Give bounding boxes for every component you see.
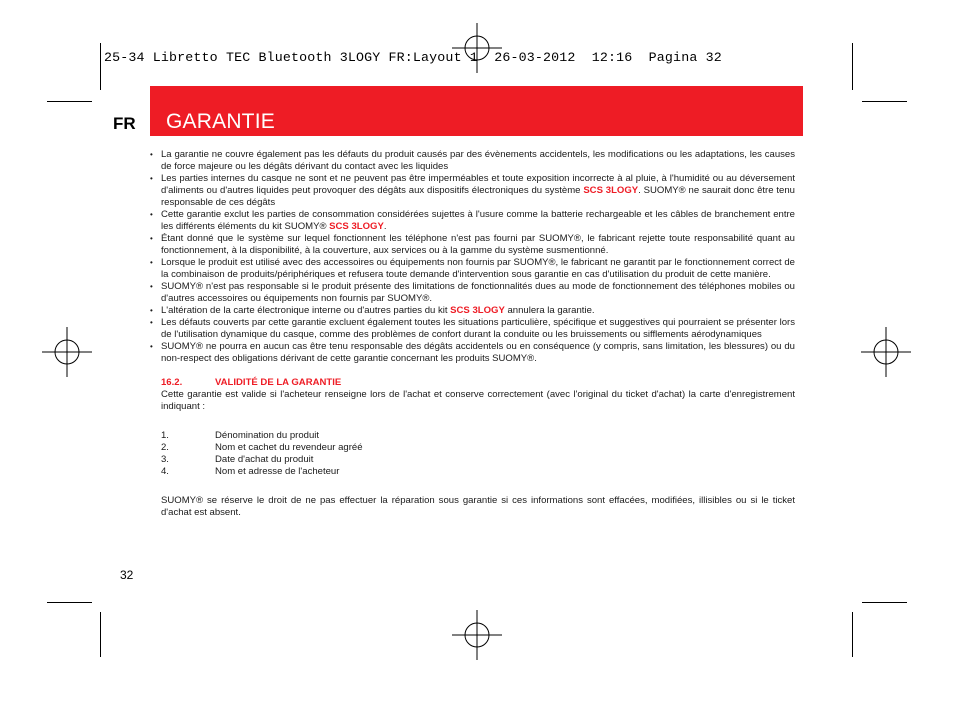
closing-paragraph: SUOMY® se réserve le droit de ne pas effectuer la réparation sous garantie si ces informations sont effacées, modifiées, illisibles ou si le ticket d'achat est absent. [161, 495, 795, 518]
crop-mark [852, 43, 853, 90]
crop-mark [862, 602, 907, 603]
language-code: FR [113, 114, 136, 133]
list-item [161, 466, 795, 478]
document-body [150, 149, 795, 519]
registration-mark-left [42, 327, 92, 377]
crop-mark [852, 612, 853, 657]
slug-line: 25-34 Libretto TEC Bluetooth 3LOGY FR:Layout 1 26-03-2012 12:16 Pagina 32 [104, 50, 722, 65]
section-number: 16.2. [161, 377, 183, 388]
bullet-list [150, 149, 795, 365]
product-name: SCS 3LOGY [329, 221, 384, 232]
list-item [161, 442, 795, 454]
section-heading [150, 377, 795, 389]
crop-mark [47, 602, 92, 603]
list-item-text: Nom et cachet du revendeur agréé [215, 442, 363, 453]
bullet-item [150, 209, 795, 233]
list-item-text: Date d'achat du produit [215, 454, 314, 465]
section-intro: Cette garantie est valide si l'acheteur renseigne lors de l'achat et conserve correctement (avec l'original du ticket d'achat) la carte d'enregistrement indiquant : [161, 389, 795, 412]
list-item-number: 2. [161, 442, 169, 453]
bullet-item [150, 233, 795, 257]
bullet-item [150, 149, 795, 173]
registration-mark-top [452, 23, 502, 73]
bullet-text: SUOMY® n'est pas responsable si le produit présente des limitations de fonctionnalités dues au mode de fonctionnement des téléphones mobiles ou d'autres accessoires ou équipements non fournis par SUOMY®. [161, 281, 795, 304]
bullet-text: . [383, 221, 387, 232]
bullet-text: Lorsque le produit est utilisé avec des accessoires ou équipements non fournis par SUOMY®, le fabricant ne garantit par le fonctionnement correct de la combinaison de produits/périphériques et refusera toute demande d'intervention sous garantie en cas d'utilisation du produit de cette manière. [161, 257, 795, 280]
bullet-text: Les défauts couverts par cette garantie excluent également toutes les situations particulière, spécifique et suggestives qui pourraient se présenter lors de l'utilisation dynamique du casque, comme des problèmes de confort durant la conduite ou les bruissements ou sifflements aérodynamiques [161, 317, 795, 340]
bullet-text: . SUOMY® ne saurait donc être tenu responsable de ces dégâts [161, 185, 795, 208]
crop-mark [100, 43, 101, 90]
list-item [161, 454, 795, 466]
crop-mark [47, 101, 92, 102]
product-name: SCS 3LOGY [583, 185, 639, 196]
list-item [161, 430, 795, 442]
list-item-text: Nom et adresse de l'acheteur [215, 466, 340, 477]
registration-mark-bottom [452, 610, 502, 660]
list-item-text: Dénomination du produit [215, 430, 320, 441]
bullet-item [150, 317, 795, 341]
bullet-item [150, 305, 795, 317]
registration-mark-right [861, 327, 911, 377]
section-title: VALIDITÉ DE LA GARANTIE [215, 377, 342, 388]
bullet-text: SUOMY® ne pourra en aucun cas être tenu responsable des dégâts accidentels ou en conséquence (y compris, sans limitation, les blessures) ou du non-respect des obligations dérivant de cette garantie concernant les produits SUOMY®. [161, 341, 795, 364]
page-title: GARANTIE [166, 110, 275, 133]
bullet-text: La garantie ne couvre également pas les défauts du produit causés par des évènements accidentels, les modifications ou les adaptations, les causes de force majeure ou les dégâts dérivant du contact avec les liquides [161, 149, 795, 172]
crop-mark [100, 612, 101, 657]
title-band [150, 86, 803, 136]
page-number: 32 [120, 568, 134, 582]
bullet-item [150, 281, 795, 305]
product-name: SCS 3LOGY [450, 305, 505, 316]
bullet-item [150, 341, 795, 365]
bullet-text: Cette garantie exclut les parties de consommation considérées sujettes à l'usure comme la batterie rechargeable et les câbles de branchement entre les différents éléments du kit SUOMY® [161, 209, 795, 232]
bullet-text: annulera la garantie. [504, 305, 595, 316]
list-item-number: 4. [161, 466, 169, 477]
crop-mark [862, 101, 907, 102]
list-item-number: 1. [161, 430, 169, 441]
list-item-number: 3. [161, 454, 169, 465]
bullet-item [150, 173, 795, 209]
numbered-list [150, 430, 795, 478]
bullet-item [150, 257, 795, 281]
bullet-text: Étant donné que le système sur lequel fonctionnent les téléphone n'est pas fourni par SUOMY®, le fabricant rejette toute responsabilité quant au fonctionnement, à la disponibilité, à la couverture, aux services ou à la gamme du système susmentionné. [161, 233, 795, 256]
bullet-text: L'altération de la carte électronique interne ou d'autres parties du kit [161, 305, 451, 316]
bullet-text: Les parties internes du casque ne sont et ne peuvent pas être imperméables et toute exposition incorrecte à al pluie, à l'humidité ou au déversement d'aliments ou d'autres liquides peut provoquer des dégâts aux dispositifs électroniques du système [161, 173, 795, 196]
